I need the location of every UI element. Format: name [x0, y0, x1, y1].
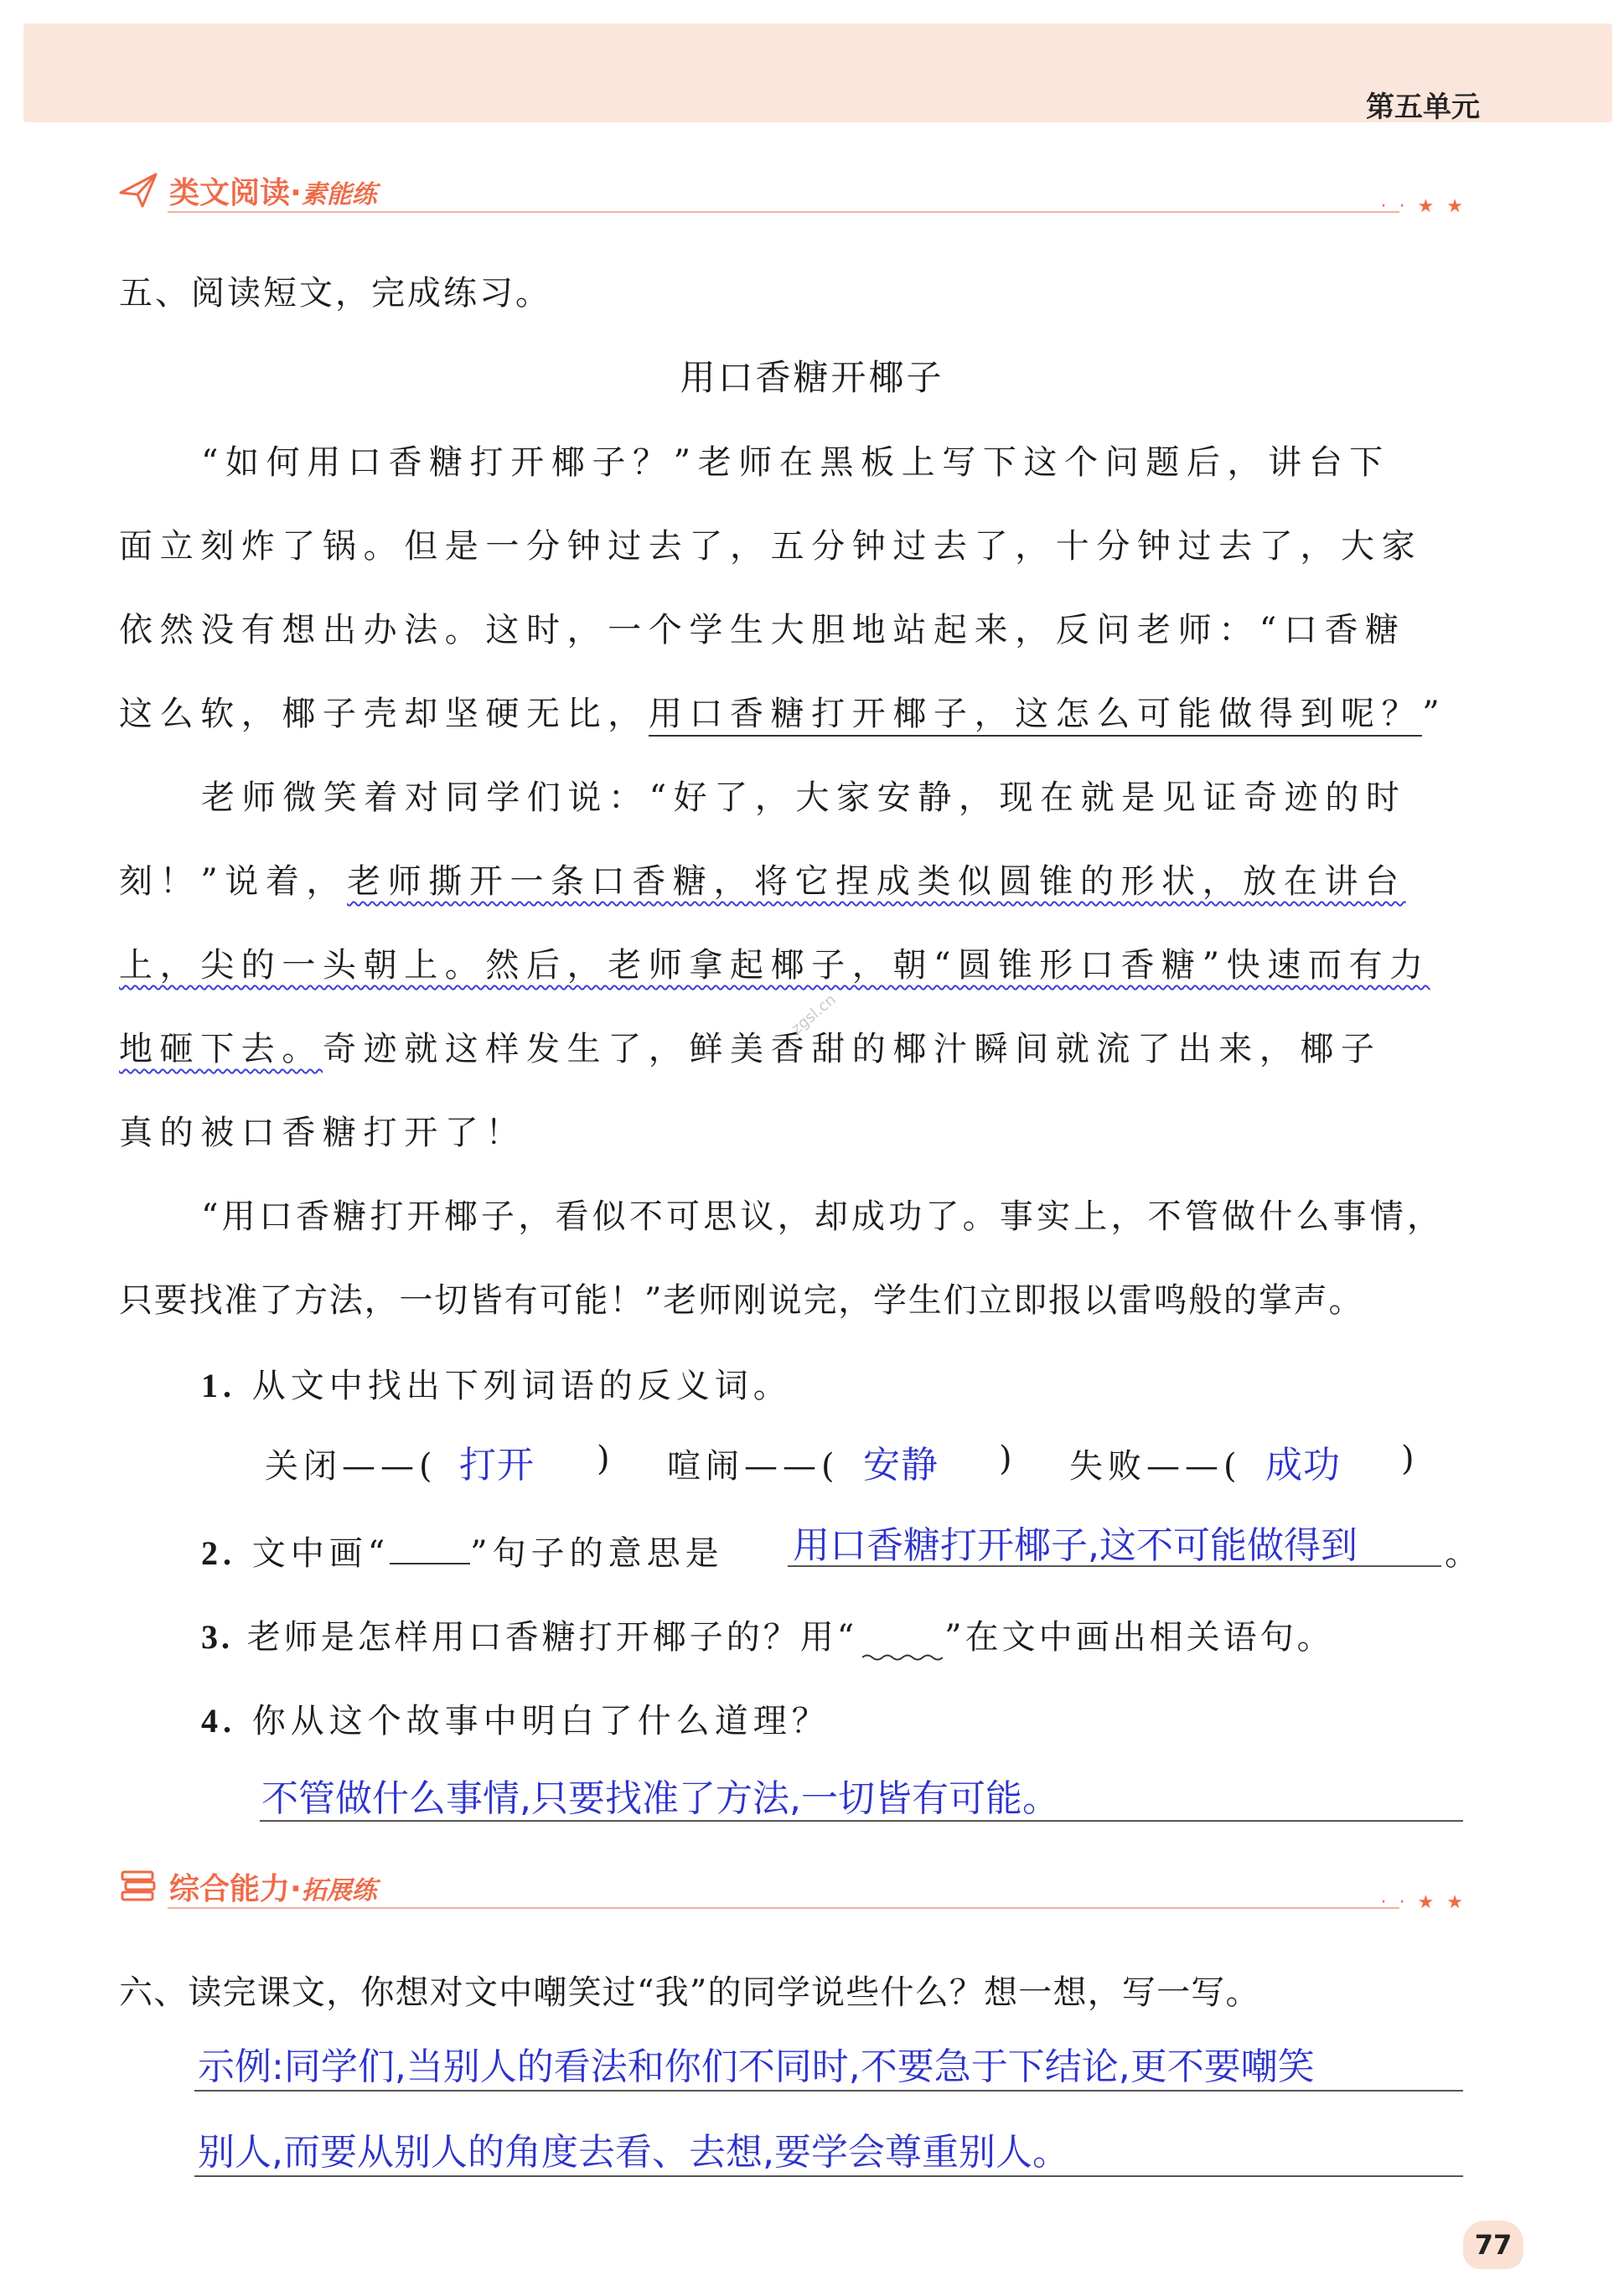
section-header-reading: [117, 168, 1475, 218]
wavy-underlined-text: 地砸下去。: [119, 1030, 323, 1068]
passage-line: 地砸下去。奇迹就这样发生了，鲜美香甜的椰汁瞬间就流了出来，椰子: [119, 1030, 1382, 1068]
antonym-pair: 关闭——(: [265, 1447, 437, 1486]
sub-question-4-answer: 不管做什么事情,只要找准了方法,一切皆有可能。: [261, 1777, 1059, 1820]
answer-line: [194, 2090, 1463, 2092]
question-6-answer: 示例:同学们,当别人的看法和你们不同时,不要急于下结论,更不要嘲笑: [198, 2045, 1315, 2088]
paren-close: ): [1401, 1440, 1420, 1478]
section-title: 类文阅读·素能练: [169, 176, 377, 210]
passage-line: 这么软，椰子壳却坚硬无比，用口香糖打开椰子，这怎么可能做得到呢？”: [119, 687, 1446, 735]
passage-line: 依然没有想出办法。这时，一个学生大胆地站起来，反问老师：“口香糖: [119, 611, 1406, 649]
sub-question-4: 4. 你从这个故事中明白了什么道理？: [201, 1702, 830, 1740]
answer-line: [194, 2175, 1463, 2177]
paren-close: ): [597, 1440, 615, 1478]
stars-decoration: · · ★ ★: [1380, 196, 1466, 217]
antonym-pair: 喧闹——(: [667, 1447, 840, 1486]
passage-line: 老师微笑着对同学们说：“好了，大家安静，现在就是见证奇迹的时: [201, 778, 1407, 817]
sub-question-3: 3. 老师是怎样用口香糖打开椰子的？用“ ”在文中画出相关语句。: [201, 1611, 1334, 1658]
wavy-underlined-text: 老师撕开一条口香糖，将它捏成类似圆锥的形状，放在讲台: [347, 862, 1406, 901]
passage-line: “如何用口香糖打开椰子？”老师在黑板上写下这个问题后，讲台下: [201, 443, 1390, 482]
antonym-answer: 安静: [863, 1444, 939, 1487]
story-title: 用口香糖开椰子: [680, 357, 944, 398]
sub-question-1: 1. 从文中找出下列词语的反义词。: [201, 1367, 792, 1405]
antonym-pair: 失败——(: [1069, 1447, 1242, 1486]
wavy-line-sample: [862, 1653, 943, 1662]
underlined-sentence: 用口香糖打开椰子，这怎么可能做得到呢？: [649, 695, 1422, 737]
sub-question-2-answer: 用口香糖打开椰子,这不可能做得到: [793, 1524, 1358, 1567]
unit-label: 第五单元: [1366, 90, 1480, 124]
stars-decoration: · · ★ ★: [1380, 1892, 1466, 1913]
answer-line: [260, 1820, 1463, 1822]
page-number: 77: [1463, 2221, 1523, 2269]
section-header-ability: [117, 1864, 1475, 1914]
paper-plane-icon: [117, 169, 159, 211]
question-6-answer: 别人,而要从别人的角度去看、去想,要学会尊重别人。: [198, 2131, 1069, 2174]
answer-line: [788, 1565, 1441, 1567]
sub-question-2: 2. 文中画“ ”句子的意思是: [201, 1534, 724, 1573]
section-divider: [168, 211, 1399, 213]
question-6-title: 六、读完课文，你想对文中嘲笑过“我”的同学说些什么？想一想，写一写。: [119, 1973, 1260, 2012]
passage-line: 面立刻炸了锅。但是一分钟过去了，五分钟过去了，十分钟过去了，大家: [119, 527, 1423, 566]
passage-line: “用口香糖打开椰子，看似不可思议，却成功了。事实上，不管做什么事情，: [201, 1197, 1445, 1236]
antonym-answer: 打开: [459, 1444, 535, 1487]
question-5-title: 五、阅读短文，完成练习。: [119, 274, 551, 313]
passage-line: 刻！”说着，老师撕开一条口香糖，将它捏成类似圆锥的形状，放在讲台: [119, 862, 1406, 901]
section-divider: [168, 1907, 1399, 1909]
wavy-underlined-text: 上，尖的一头朝上。然后，老师拿起椰子，朝“圆锥形口香糖”快速而有力: [119, 946, 1430, 985]
period: 。: [1445, 1534, 1483, 1573]
passage-line: 真的被口香糖打开了！: [119, 1114, 526, 1152]
paren-close: ): [999, 1440, 1017, 1478]
books-icon: [117, 1865, 159, 1907]
section-title: 综合能力·拓展练: [169, 1872, 377, 1906]
antonym-answer: 成功: [1265, 1444, 1341, 1487]
watermark: zgsl.cn: [788, 990, 840, 1038]
passage-line: 只要找准了方法，一切皆有可能！”老师刚说完，学生们立即报以雷鸣般的掌声。: [119, 1281, 1364, 1320]
